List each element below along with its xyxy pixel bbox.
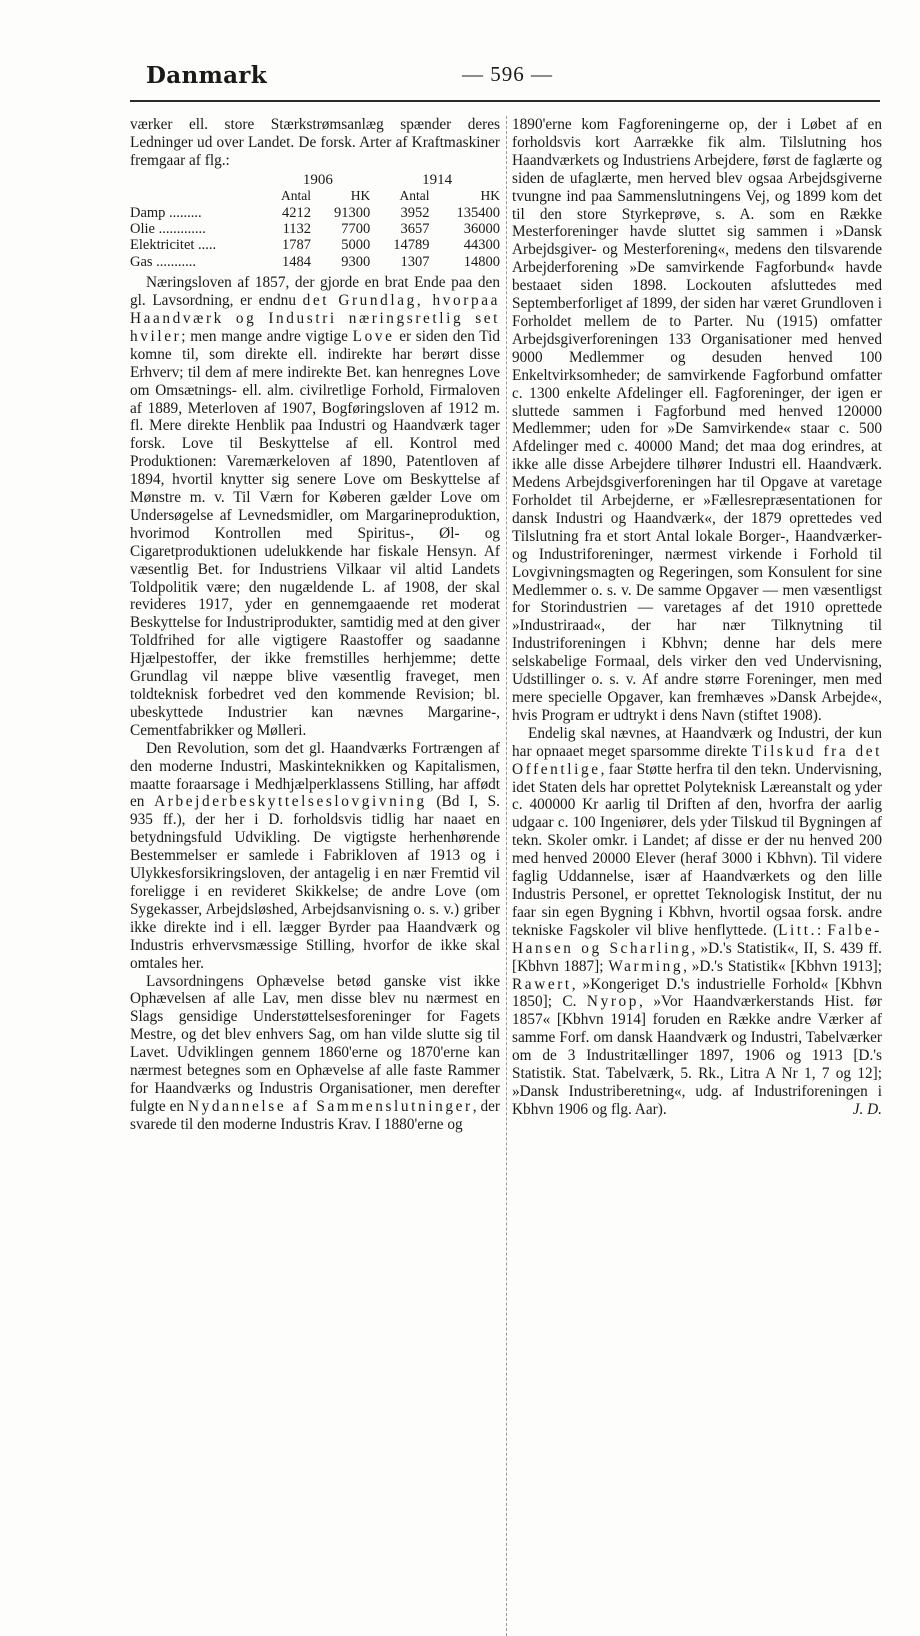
table-row: [130, 237, 502, 253]
paragraph: Lavsordningens Ophævelse betød ganske vist ikke Ophævelsen af alle Lav, men disse blev nu nærmest en Slags gensidige Understøttelsesforeninger for Fagets Mestre, og det blev enhvers Sag, om han vilde slutte sig til Lavet. Udviklingen gennem 1860'erne og 1870'erne kan nærmest betegnes som en Ophævelse af alle faste Rammer for Haandværks og Industris Organisationer, men derefter fulgte en Nydannelse af Sammenslutninger, der svarede til den moderne Industris Krav. I 1880'erne og: [130, 972, 500, 1133]
table-row-label: Olie .............: [130, 220, 206, 237]
table-row-label: Damp .........: [130, 204, 202, 221]
spaced-emphasis: Nydannelse af Sammenslutninger: [188, 1097, 473, 1115]
table-year-row: [130, 172, 502, 188]
spaced-emphasis: Warming: [608, 957, 684, 975]
table-row-label: Gas ...........: [130, 253, 197, 270]
power-machines-table: [130, 172, 502, 270]
page-header: [130, 62, 880, 102]
running-title: Danmark: [146, 62, 267, 89]
spaced-emphasis: Litt.: [778, 921, 817, 939]
left-column: [130, 116, 500, 1134]
table-cell: 1132: [282, 220, 312, 237]
table-cell: 14800: [463, 253, 500, 270]
table-row: [130, 221, 502, 237]
table-year: 1914: [422, 171, 453, 188]
table-cell: 5000: [341, 237, 371, 254]
table-cell: 7700: [341, 220, 371, 237]
spaced-emphasis: Love: [352, 327, 395, 345]
header-rule: [130, 100, 880, 102]
paragraph: 1890'erne kom Fagforeningerne op, der i Løbet af en forholdsvis kort Aarrække fik alm. Tilslutning hos Haandværkets og Industriens Arbejdere, først de faglærte og siden de ufaglærte, men herved blev ogsaa Arbejdsgiverne tvungne ind paa Sammenslutningens Vej, og 1899 kom det til den store Styrkeprøve, s. A. som en Række Mesterforeninger havde sluttet sig sammen i »Dansk Arbejdsgiver- og Mesterforening«, medens den tilsvarende Arbejderforening »De samvirkende Fagforbund« havde bestaaet siden 1898. Lockouten afsluttedes med Septemberforliget af 1899, der siden har været Grundloven i Forholdet mellem de to Parter. Nu (1915) omfatter Arbejdsgiverforeningen 133 Organisationer med henved 9000 Medlemmer og desuden henved 100 Enkeltvirksomheder; de samvirkende Fagforbund omfatter c. 1300 enkelte Afdelinger ell. Fagforeninger, der igen er sluttede sammen i Fagforbund med henved 120000 Medlemmer; uden for »De Samvirkende« staar c. 500 Afdelinger med c. 40000 Mand; det maa dog erindres, at ikke alle disse Arbejdere tilhører Industri ell. Haandværk. Medens Arbejdsgiverforeningen har til Opgave at varetage Forholdet til Arbejderne, er »Fællesrepræsentationen for dansk Industri og Haandværk«, der 1879 oprettedes ved Tilslutning fra et stort Antal lokale Borger-, Haandværker- og Industriforeninger, nærmest virkende i Forhold til Lovgivningsmagten og Regeringen, som Konsulent for sine Medlemmer o. s. v. De samme Opgaver — men væsentligst for Storindustrien — varetages af det 1910 oprettede »Industriraad«, der har nær Tilknytning til Industriforeningen i Kbhvn; denne har dels mere selskabelige Formaal, dels virker den ved Undervisning, Udstillinger o. s. v. Af andre større Foreninger, men med mere specielle Opgaver, kan fremhæves »Dansk Arbejde«, hvis Program er udtrykt i dens Navn (stiftet 1908).: [512, 116, 882, 724]
spaced-emphasis: det Grundlag, hvorpaa Haandværk og Industri næringsretlig set hviler: [130, 292, 500, 345]
column-divider: [506, 116, 508, 1636]
spaced-emphasis: Rawert: [512, 975, 572, 993]
table-cell: 3657: [400, 220, 430, 237]
table-unit: Antal: [281, 188, 312, 204]
page-number: — 596 —: [462, 62, 553, 86]
table-row: [130, 205, 502, 221]
table-cell: 135400: [456, 204, 500, 221]
paragraph: Endelig skal nævnes, at Haandværk og Industri, der kun har opnaaet meget sparsomme direkte Tilskud fra det Offentlige, faar Støtte herfra til den tekn. Undervisning, idet Staten dels har oprettet Polyteknisk Læreanstalt og yder c. 400000 Kr aarlig til Driften af den, hvorfra der aarlig udgaar c. 100 Ingeniører, dels yder Tilskud til Bygningen af tekn. Skoler omkr. i Landet; af disse er der nu henved 200 med henved 20000 Elever (heraf 3000 i Kbhvn). Til videre faglig Uddannelse, især af Haandværkets og den lille Industris Personel, er oprettet Teknologisk Institut, der nu faar sin egen Bygning i Kbhvn, hvortil ogsaa forsk. andre tekniske Fagskoler vil blive henflyttede. (Litt.: Falbe-Hansen og Scharling, »D.'s Statistik«, II, S. 439 ff. [Kbhvn 1887]; Warming, »D.'s Statistik« [Kbhvn 1913]; Rawert, »Kongeriget D.'s industrielle Forhold« [Kbhvn 1850]; C. Nyrop, »Vor Haandværkerstands Hist. før 1857« [Kbhvn 1914] foruden en Række andre Værker af samme Forf. om dansk Haandværk og Industri, Tabelværker om de 3 Industritællinger 1897, 1906 og 1913 [D.'s Statistik. Stat. Tabelværk, 5. Rk., Litra A Nr 1, 7 og 12]; »Dansk Industriberetning«, udg. af Industriforeningen i Kbhvn 1906 og flg. Aar). J. D.: [512, 724, 882, 1118]
spaced-emphasis: Falbe-Hansen og Scharling: [512, 921, 882, 957]
table-cell: 9300: [341, 253, 371, 270]
table-cell: 91300: [334, 204, 371, 221]
table-cell: 44300: [463, 237, 500, 254]
table-cell: 36000: [463, 220, 500, 237]
paragraph: Den Revolution, som det gl. Haandværks Fortrængen af den moderne Industri, Maskinteknikken og Kapitalismen, maatte foraarsage i Medhjælperklassens Stilling, har affødt en Arbejderbeskyttelseslovgivning (Bd I, S. 935 ff.), der her i D. forholdsvis tidlig har naaet en betydningsfuld Udvikling. De vigtigste herhenhørende Bestemmelser er samlede i Fabrikloven af 1913 og i Ulykkesforsikringsloven, der antagelig i en nær Fremtid vil foreligge i en revideret Skikkelse; de andre Love (om Sygekasser, Arbejdsløshed, Arbejdsanvisning o. s. v.) griber ikke direkte ind i ell. lægger Byrder paa Haandværk og Industris erhvervsmæssige Stilling, hvorfor de ikke skal omtales her.: [130, 739, 500, 972]
spaced-emphasis: Tilskud fra det Offentlige: [512, 742, 882, 778]
table-cell: 1787: [282, 237, 312, 254]
table-year: 1906: [302, 171, 333, 188]
spaced-emphasis: Arbejderbeskyttelseslovgivning: [154, 793, 427, 811]
right-column: [512, 116, 882, 1119]
table-unit: HK: [480, 188, 500, 204]
table-unit: Antal: [399, 188, 430, 204]
paragraph: Næringsloven af 1857, der gjorde en brat Ende paa den gl. Lavsordning, er endnu det Grundlag, hvorpaa Haandværk og Industri næringsretlig set hviler; men mange andre vigtige Love er siden den Tid komne til, som direkte ell. indirekte har berørt disse Erhverv; til dem af mere indirekte Bet. kan henregnes Love om Omsætnings- ell. alm. civilretlige Forhold, Firmaloven af 1889, Meterloven af 1907, Bogføringsloven af 1912 m. fl. Mere direkte Henblik paa Industri og Haandværk tager forsk. Love til Beskyttelse af ell. Kontrol med Produktionen: Varemærkeloven af 1890, Patentloven af 1894, hvortil knytter sig senere Love om Beskyttelse af Mønstre m. v. Til Værn for Køberen gælder Love om Undersøgelse af Levnedsmidler, om Margarineproduktion, hvorimod Kontrollen med Spiritus-, Øl- og Cigaretproduktionen udelukkende har fiskale Hensyn. Af væsentlig Bet. for Industriens Vilkaar vil altid Landets Toldpolitik være; den nugældende L. af 1908, der skal revideres 1917, yder en gennemgaaende ret moderat Beskyttelse for Industriprodukter, samtidig med at den giver Toldfrihed for alle vigtigere Raastoffer og saadanne Hjælpestoffer, der ikke fremstilles herhjemme; dette Grundlag vil næppe blive væsentlig fraveget, men toldteknisk forbedret ved den kommende Revision; bl. ubeskyttede Industrier kan nævnes Margarine-, Cementfabrikker og Mølleri.: [130, 274, 501, 739]
table-unit: HK: [350, 188, 371, 204]
table-cell: 14789: [393, 237, 430, 254]
table-unit-row: [130, 188, 502, 204]
table-cell: 1307: [400, 253, 430, 270]
table-row: [130, 254, 502, 270]
table-cell: 3952: [400, 204, 430, 221]
table-cell: 1484: [282, 253, 312, 270]
author-signature: J. D.: [852, 1100, 882, 1118]
table-row-label: Elektricitet .....: [130, 237, 217, 254]
paragraph: værker ell. store Stærkstrømsanlæg spænder deres Ledninger ud over Landet. De forsk. Arter af Kraftmaskiner fremgaar af flg.:: [130, 116, 500, 169]
table-cell: 4212: [282, 204, 312, 221]
spaced-emphasis: Nyrop: [586, 993, 640, 1011]
